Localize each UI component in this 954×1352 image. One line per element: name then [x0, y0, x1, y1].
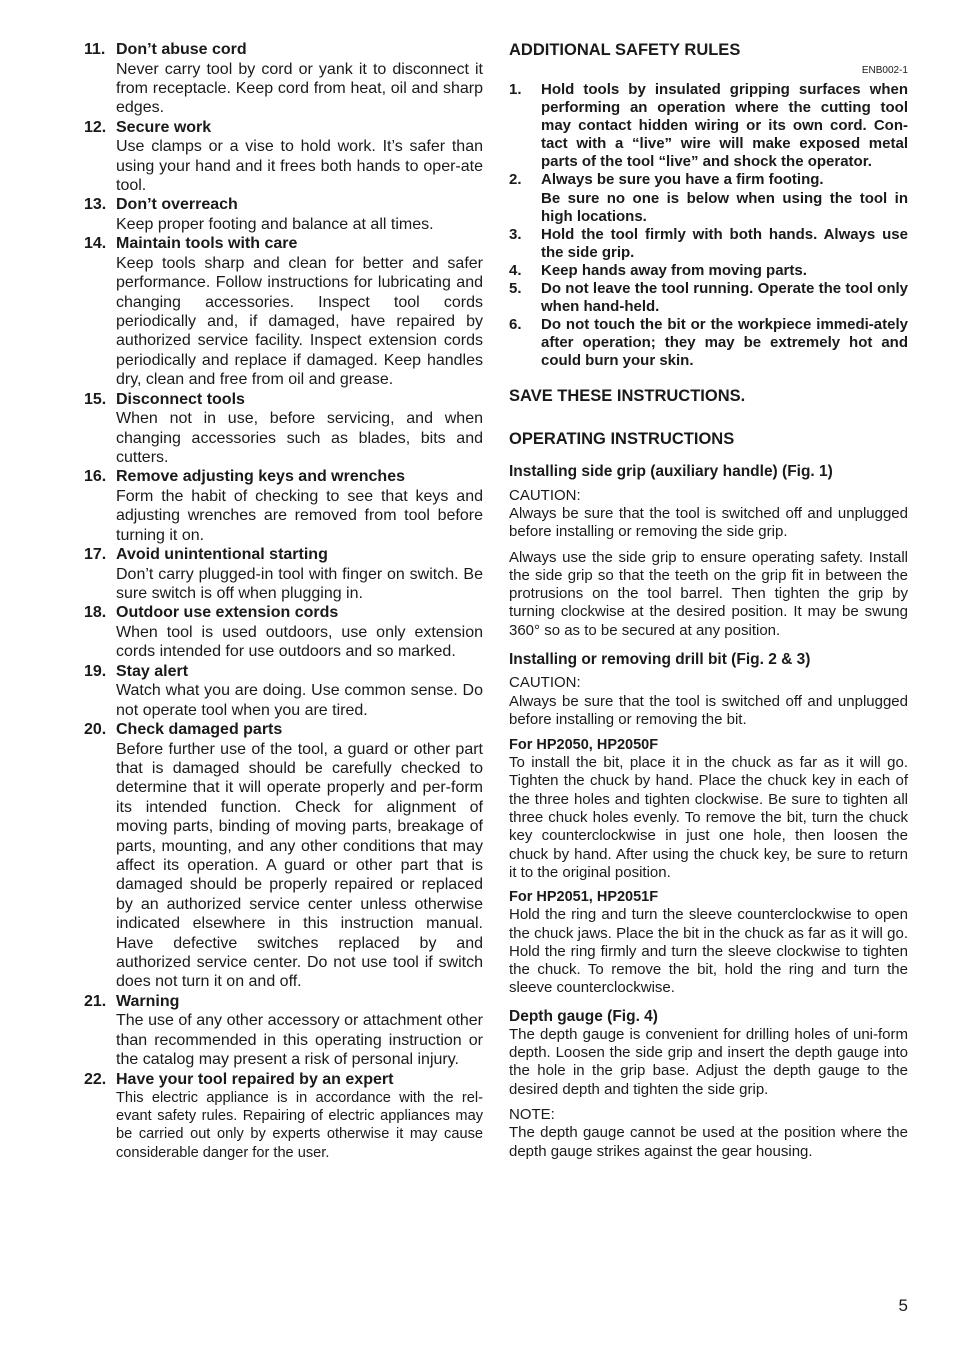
safety-item-16 [84, 467, 483, 545]
hp2050-paragraph: To install the bit, place it in the chuck as far as it will go. Tighten the chuck by hand. Place the chuck key in each of the three holes and tighten clockwise. Be sure to tighten all three chuck holes evenly. To remove the bit, turn the chuck key counterclockwise in just one hole, then loosen the chuck by hand. After using the chuck key, be sure to return it to the original position. [509, 754, 908, 881]
item-body: This electric appliance is in accordance with the rel-evant safety rules. Repairing of electric appliances may be carried out only by experts otherwise it may cause considerable danger for the user. [116, 1090, 483, 1161]
item-number: 16. [84, 468, 107, 486]
additional-rule-4 [509, 262, 908, 280]
additional-rule-6 [509, 316, 908, 370]
safety-item-15 [84, 390, 483, 468]
drill-bit-caution-text: Always be sure that the tool is switched off and unplugged before installing or removing the bit. [509, 692, 908, 728]
safety-item-21 [84, 992, 483, 1070]
safety-item-17 [84, 545, 483, 603]
item-number: 13. [84, 196, 107, 214]
rule-number: 3. [509, 225, 522, 243]
side-grip-caution-label: CAUTION: [509, 486, 581, 504]
side-grip-caution-text: Always be sure that the tool is switched off and unplugged before installing or removing the side grip. [509, 505, 908, 541]
item-number: 15. [84, 390, 107, 408]
item-heading: Check damaged parts [116, 721, 283, 739]
hp2051-paragraph: Hold the ring and turn the sleeve counterclockwise to open the chuck jaws. Place the bit in the chuck as far as it will go. Hold the ring firmly and turn the sleeve clockwise to tighten the chuck. To remove the bit, hold the ring and turn the sleeve counterclockwise. [509, 906, 908, 997]
rule-text: Always be sure you have a firm footing. [541, 171, 824, 189]
drill-bit-caution-label: CAUTION: [509, 674, 581, 692]
safety-item-20 [84, 720, 483, 992]
rule-number: 1. [509, 81, 522, 98]
model-heading-hp2050: For HP2050, HP2050F [509, 737, 659, 754]
item-body: Form the habit of checking to see that keys and adjusting wrenches are removed from tool before turning it on. [116, 487, 483, 544]
item-heading: Stay alert [116, 662, 189, 680]
item-number: 20. [84, 721, 107, 739]
item-number: 22. [84, 1070, 107, 1088]
note-label: NOTE: [509, 1105, 555, 1123]
drill-bit-heading: Installing or removing drill bit (Fig. 2 & 3) [509, 651, 811, 669]
additional-rule-2 [509, 171, 908, 225]
rule-number: 5. [509, 280, 522, 298]
item-number: 21. [84, 992, 107, 1010]
save-instructions-title: SAVE THESE INSTRUCTIONS. [509, 386, 746, 405]
item-number: 12. [84, 118, 107, 136]
rule-number: 6. [509, 316, 522, 334]
rule-text: Hold tools by insulated gripping surfaces when performing an operation where the cutting tool may contact hidden wiring or its own cord. Con-tact with a “live” wire will make exposed metal parts of the tool “live” and shock the operator. [541, 81, 908, 171]
rule-text: Keep hands away from moving parts. [541, 261, 807, 279]
item-heading: Maintain tools with care [116, 235, 298, 253]
item-heading: Have your tool repaired by an expert [116, 1070, 394, 1088]
depth-gauge-paragraph: The depth gauge is convenient for drilling holes of uni-form depth. Loosen the side grip and insert the depth gauge into the hole in the grip base. Adjust the depth gauge to the desired depth and tighten the side grip. [509, 1025, 908, 1098]
item-heading: Don’t abuse cord [116, 41, 247, 58]
rule-text: Hold the tool firmly with both hands. Always use the side grip. [541, 225, 908, 261]
item-body: The use of any other accessory or attachment other than recommended in this operating instruction or the catalog may present a risk of personal injury. [116, 1012, 483, 1069]
model-heading-hp2051: For HP2051, HP2051F [509, 889, 659, 906]
item-number: 14. [84, 235, 107, 253]
safety-item-13 [84, 195, 483, 234]
item-body: Before further use of the tool, a guard or other part that is damaged should be carefully checked to determine that it will operate properly and per-form its intended function. Check for alignment of moving parts, binding of moving parts, breakage of parts, mounting, and any other conditions that may affect its operation. A guard or other part that is damaged should be properly repaired or replaced by an authorized service center unless otherwise indicated elsewhere in this instruction manual. Have defective switches replaced by and authorized service center. Do not use tool if switch does not turn it on and off. [116, 740, 483, 991]
item-body: Watch what you are doing. Use common sense. Do not operate tool when you are tired. [116, 682, 483, 719]
item-number: 11. [84, 41, 106, 58]
side-grip-paragraph: Always use the side grip to ensure operating safety. Install the side grip so that the teeth on the grip fit in between the protrusions on the tool barrel. Then tighten the grip by turning clockwise at the desired position. It may be swung 360° so as to be secured at any position. [509, 548, 908, 639]
item-body: Keep proper footing and balance at all times. [116, 215, 434, 233]
rule-text: Do not leave the tool running. Operate the tool only when hand-held. [541, 280, 908, 316]
safety-item-22 [84, 1070, 483, 1162]
additional-rule-5 [509, 280, 908, 316]
left-column [84, 40, 483, 1162]
item-heading: Don’t overreach [116, 196, 238, 214]
note-text: The depth gauge cannot be used at the position where the depth gauge strikes against the gear housing. [509, 1124, 908, 1160]
item-body: When tool is used outdoors, use only extension cords intended for use outdoors and so marked. [116, 623, 483, 661]
additional-safety-title: ADDITIONAL SAFETY RULES [509, 41, 741, 59]
depth-gauge-heading: Depth gauge (Fig. 4) [509, 1007, 658, 1025]
document-code: ENB002-1 [861, 65, 908, 76]
additional-rule-1 [509, 81, 908, 171]
rule-text-continued: Be sure no one is below when using the tool in high locations. [541, 189, 908, 225]
item-number: 17. [84, 546, 107, 564]
rule-text: Do not touch the bit or the workpiece immedi-ately after operation; they may be extremely hot and could burn your skin. [541, 316, 908, 370]
safety-item-12 [84, 118, 483, 196]
item-body: Use clamps or a vise to hold work. It’s safer than using your hand and it frees both hands to oper-ate tool. [116, 138, 483, 195]
rule-number: 4. [509, 261, 522, 279]
item-body: When not in use, before servicing, and when changing accessories such as blades, bits and cutters. [116, 410, 483, 466]
item-number: 19. [84, 662, 107, 680]
item-heading: Warning [116, 992, 180, 1010]
item-heading: Outdoor use extension cords [116, 604, 339, 622]
item-number: 18. [84, 604, 107, 622]
item-body: Never carry tool by cord or yank it to disconnect it from receptacle. Keep cord from heat, oil and sharp edges. [116, 60, 483, 117]
operating-instructions-title: OPERATING INSTRUCTIONS [509, 429, 735, 448]
item-heading: Remove adjusting keys and wrenches [116, 468, 405, 486]
item-body: Don’t carry plugged-in tool with finger on switch. Be sure switch is off when plugging in. [116, 565, 483, 603]
right-column [509, 40, 908, 1161]
item-body: Keep tools sharp and clean for better and safer performance. Follow instructions for lubricating and changing accessories. Inspect tool cords periodically and, if damaged, have repaired by authorized service facility. Inspect extension cords periodically and replace if damaged. Keep handles dry, clean and free from oil and grease. [116, 254, 483, 389]
item-heading: Avoid unintentional starting [116, 546, 328, 564]
safety-item-18 [84, 603, 483, 661]
safety-item-19 [84, 662, 483, 720]
safety-item-14 [84, 234, 483, 389]
item-heading: Secure work [116, 118, 212, 136]
rule-number: 2. [509, 171, 522, 189]
safety-item-11 [84, 40, 483, 118]
additional-rule-3 [509, 226, 908, 262]
side-grip-heading: Installing side grip (auxiliary handle) (Fig. 1) [509, 462, 833, 480]
item-heading: Disconnect tools [116, 390, 245, 408]
page-number: 5 [898, 1296, 908, 1315]
